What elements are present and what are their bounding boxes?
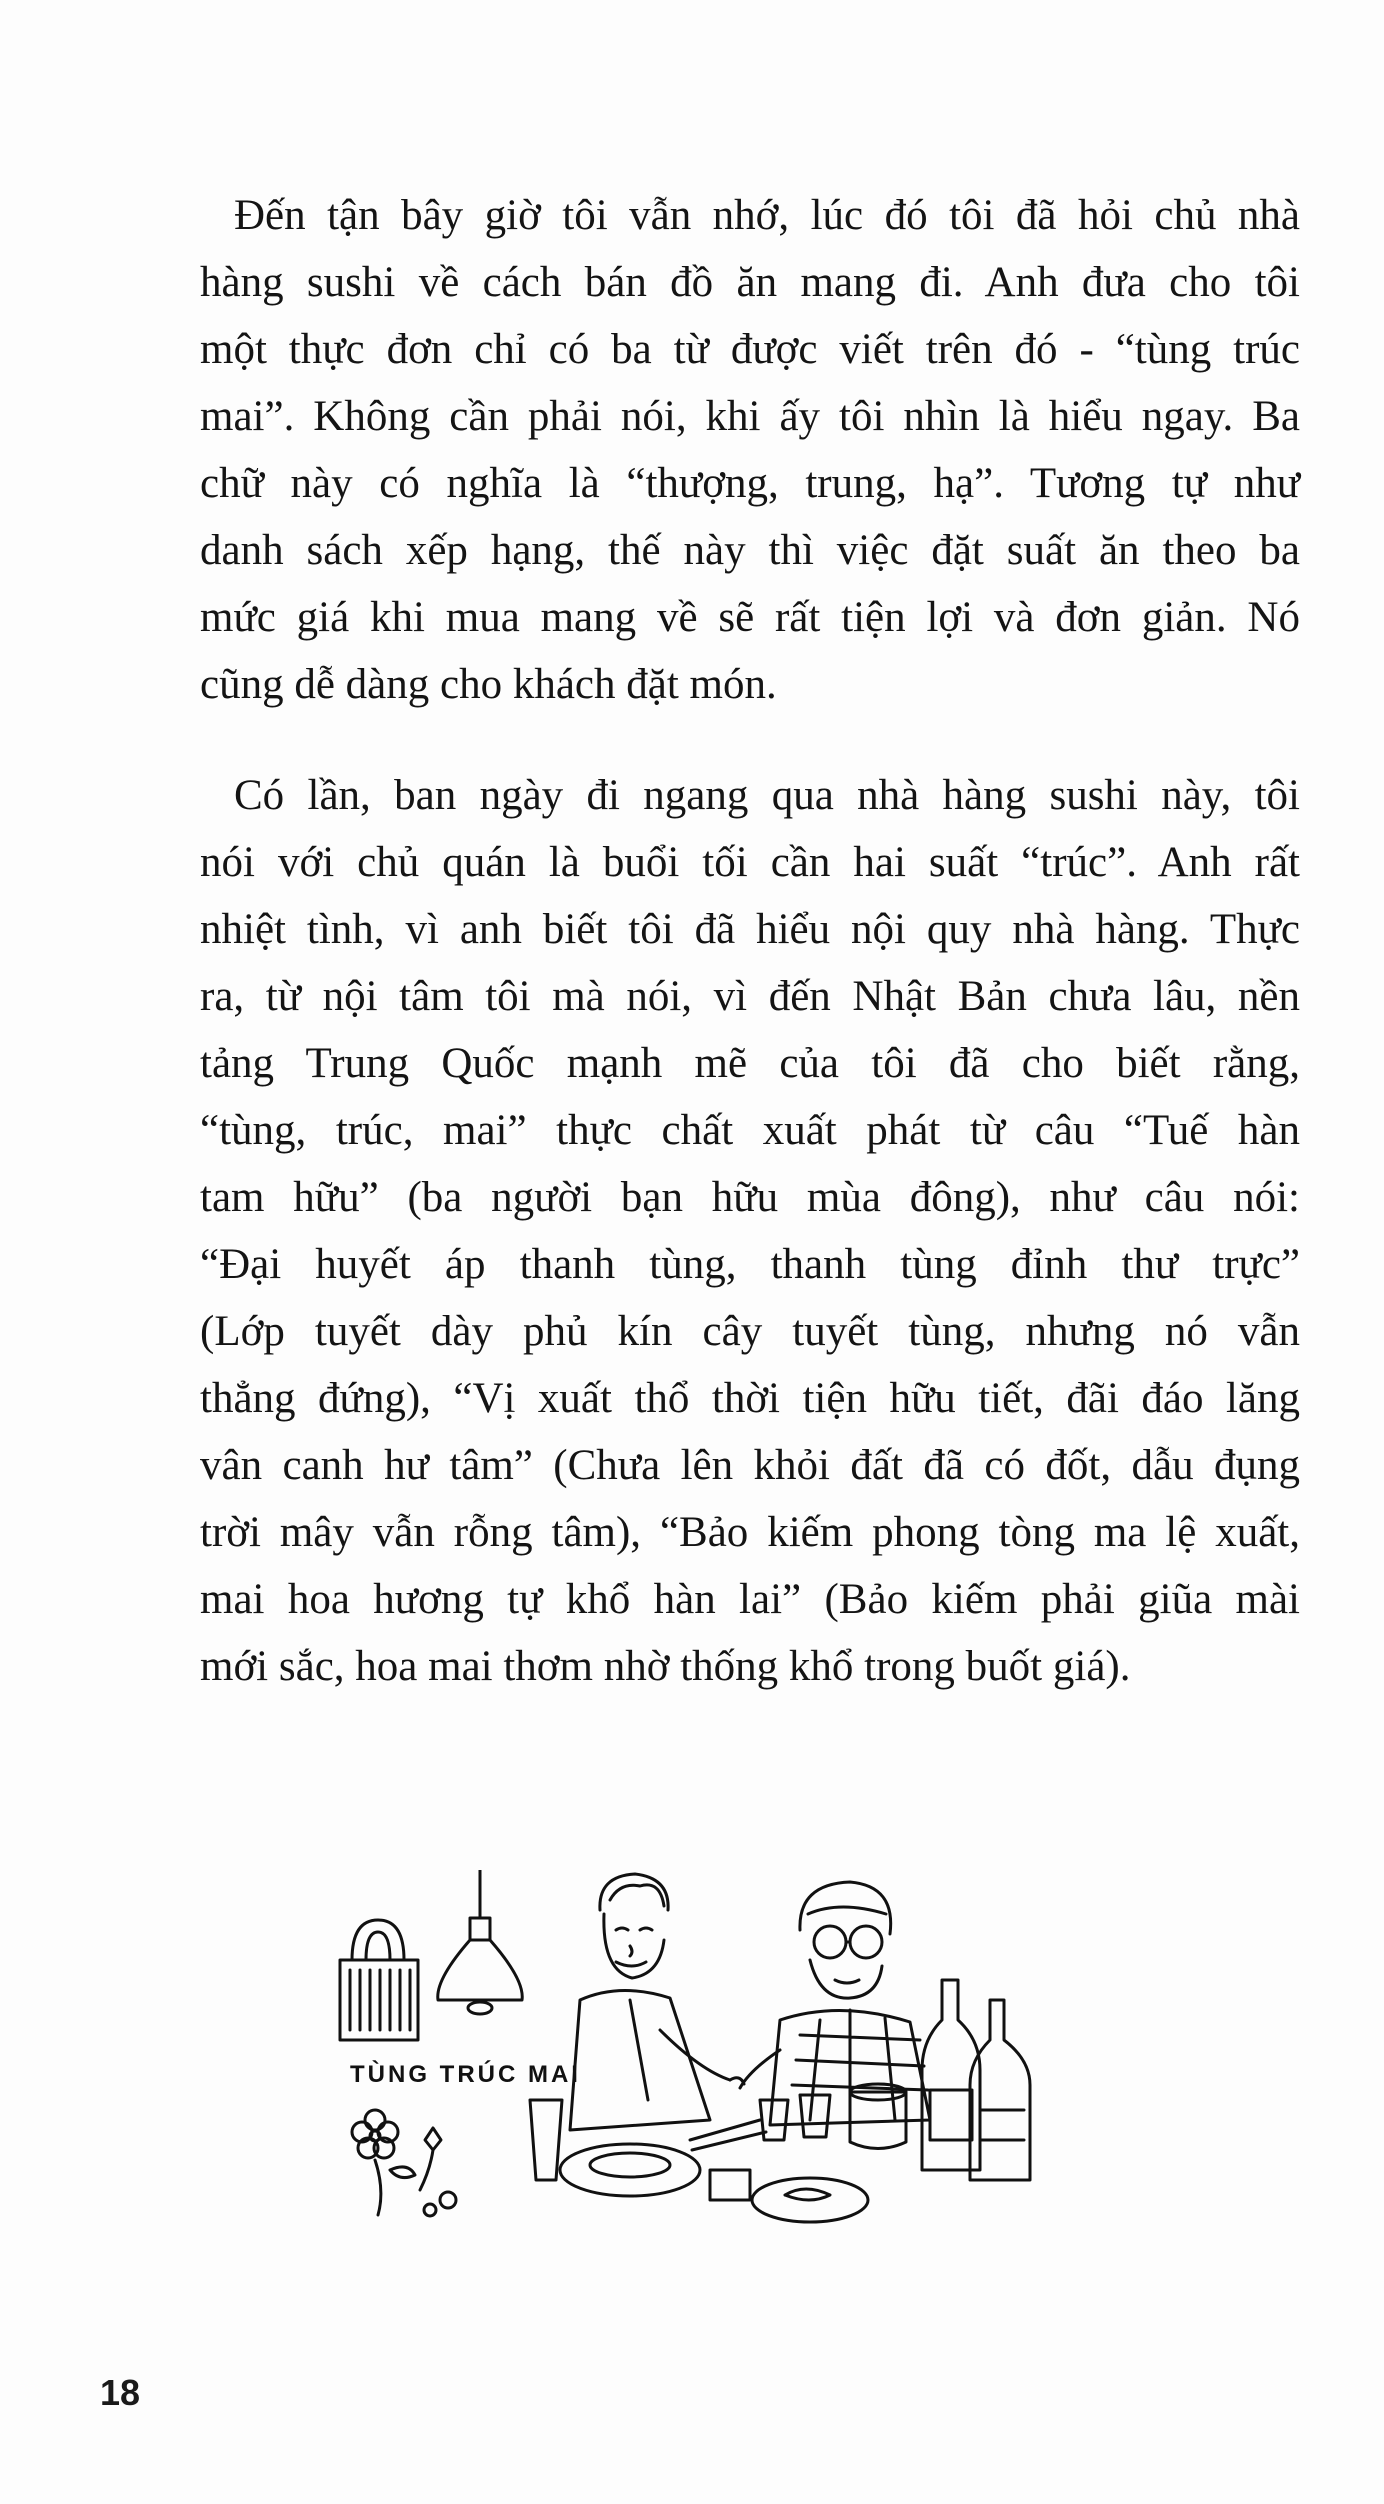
text-line: mức giá khi mua mang về sẽ rất tiện lợi và đơn giản. Nó [200,594,1300,641]
text-line: một thực đơn chỉ có ba từ được viết trên đó - “tùng trúc [200,326,1300,373]
text-line: trời mây vẫn rỗng tâm), “Bảo kiếm phong tòng ma lệ xuất, [200,1509,1300,1556]
restaurant-illustration [330,1870,1070,2230]
text-line: mới sắc, hoa mai thơm nhờ thống khổ trong buốt giá). [200,1643,1131,1690]
man-figure-left [570,1874,744,2130]
page-number: 18 [100,2372,141,2413]
text-line: vân canh hư tâm” (Chưa lên khỏi đất đã có đốt, dẫu đụng [200,1442,1300,1489]
text-line: mai hoa hương tự khổ hàn lai” (Bảo kiếm phải giũa mài [200,1576,1300,1623]
text-line: danh sách xếp hạng, thế này thì việc đặt suất ăn theo ba [200,527,1300,574]
text-line: chữ này có nghĩa là “thượng, trung, hạ”. Tương tự như [200,460,1300,507]
text-line: nhiệt tình, vì anh biết tôi đã hiểu nội quy nhà hàng. Thực [200,906,1300,953]
paragraph-2 [200,762,1300,1700]
text-line: nói với chủ quán là buổi tối cần hai suất “trúc”. Anh rất [200,839,1300,886]
text-line: “Đại huyết áp thanh tùng, thanh tùng đỉnh thư trực” [200,1241,1300,1288]
text-line: hàng sushi về cách bán đồ ăn mang đi. Anh đưa cho tôi [200,259,1300,306]
illustration-caption: TÙNG TRÚC MAI [350,2061,581,2088]
text-line: tam hữu” (ba người bạn hữu mùa đông), như câu nói: [200,1174,1300,1221]
paragraph-1 [200,182,1300,718]
lamp-icon [438,1870,522,2014]
text-line: Đến tận bây giờ tôi vẫn nhớ, lúc đó tôi đã hỏi chủ nhà [234,192,1300,239]
text-line: (Lớp tuyết dày phủ kín cây tuyết tùng, nhưng nó vẫn [200,1308,1300,1355]
bottle-icon [922,1980,1030,2180]
text-line: mai”. Không cần phải nói, khi ấy tôi nhìn là hiểu ngay. Ba [200,393,1300,440]
flower-icon [352,2110,456,2216]
text-line: thẳng đứng), “Vị xuất thổ thời tiện hữu tiết, đãi đáo lăng [200,1375,1300,1422]
basket-icon [340,1920,418,2040]
text-line: tảng Trung Quốc mạnh mẽ của tôi đã cho biết rằng, [200,1040,1300,1087]
text-line: ra, từ nội tâm tôi mà nói, vì đến Nhật Bản chưa lâu, nền [200,973,1300,1020]
text-line: Có lần, ban ngày đi ngang qua nhà hàng sushi này, tôi [234,772,1300,819]
text-line: cũng dễ dàng cho khách đặt món. [200,661,777,708]
table-dishes [530,2084,906,2222]
text-line: “tùng, trúc, mai” thực chất xuất phát từ câu “Tuế hàn [200,1107,1300,1154]
